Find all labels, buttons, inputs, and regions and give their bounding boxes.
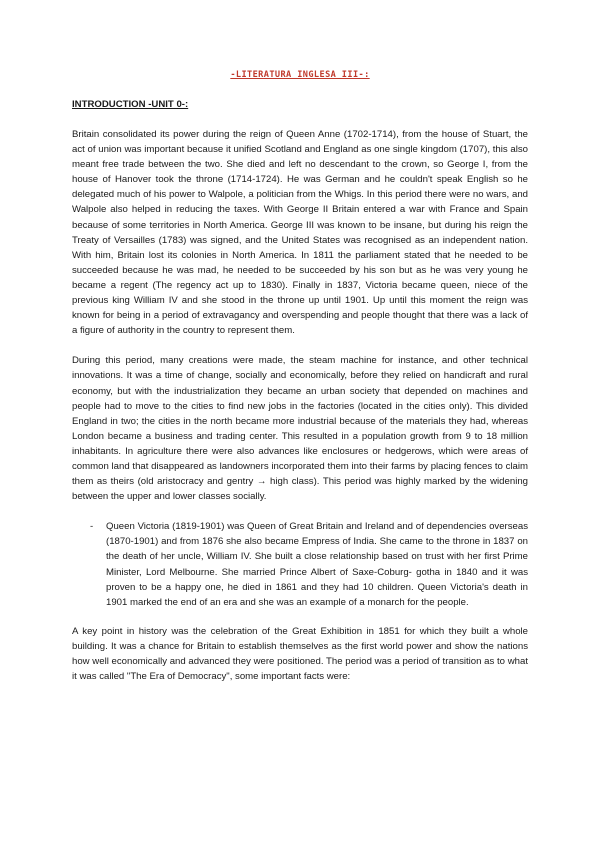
document-page: [72, 70, 528, 699]
bullet-marker: -: [90, 521, 94, 533]
bullet-list: [72, 519, 528, 610]
bullet-text: Queen Victoria (1819-1901) was Queen of Great Britain and Ireland and of dependencies overseas (1870-1901) and from 1876 she also became Empress of India. She came to the throne in 1837 on the death of her uncle, William IV. She built a close relationship based on trust with her first Prime Minister, Lord Melbourne. She married Prince Albert of Saxe-Coburg- gotha in 1840 and it was proven to be a happy one, he died in 1861 and they had 10 children. Queen Victoria's death in 1901 marked the end of an era and she was an example of a monarch for the people.: [106, 521, 528, 608]
paragraph-history: Britain consolidated its power during the reign of Queen Anne (1702-1714), from the house of Stuart, the act of union was important because it unified Scotland and England as one single kingdom (1707), this also meant free trade between the two. She died and left no descendant to the crown, so George I, from the house of Hanover took the throne (1714-1724). He was German and he couldn't speak English so he delegated much of his power to Walpole, a politician from the Whigs. In this period there were no wars, and Walpole also helped in reducing the taxes. With George II Britain entered a war with France and Spain because of some territories in North America. George III was known to be insane, but during his reign the Treaty of Versailles (1783) was signed, and the United States was recognised as an independent nation. With him, Britain lost its colonies in North America. In 1811 the parliament stated that he needed to be succeeded because he was mad, he needed to be succeeded by his son but as he was very young he became a regent (The regency act up to 1830). Finally in 1837, Victoria became queen, niece of the previous king William IV and she stood in the throne up until 1901. Up until this moment the reign was known for being in a period of extravagancy and overspending and people thought that there was a lack of a figure of authority in the country to represent them.: [72, 129, 528, 337]
paragraph-industrialization: During this period, many creations were made, the steam machine for instance, and other technical innovations. It was a time of change, socially and economically, before they relied on handicraft and rural economy, but with the industrialization they became an urban society that depended on machines and people had to move to the cities to find new jobs in the factories (located in the cities only). This divided England in two; the cities in the north became more industrial because of the materials they had, whereas London became a business and trading center. This resulted in a population growth from 9 to 18 million inhabitants. In agriculture there were also advances like enclosures or hedgerows, which were areas of common land that disappeared as landowners incorporated them into their farms by placing fences to claim them as theirs (old aristocracy and gentry → high class). This period was highly marked by the widening between the upper and lower classes socially.: [72, 355, 528, 503]
section-heading: INTRODUCTION -UNIT 0-:: [72, 99, 189, 110]
document-title: -LITERATURA INGLESA III-:: [230, 70, 370, 80]
paragraph-great-exhibition: A key point in history was the celebration of the Great Exhibition in 1851 for which they built a whole building. It was a chance for Britain to establish themselves as the first world power and show the nations how well economically and advanced they were positioned. The period was a period of transition as to what it was called "The Era of Democracy", some important facts were:: [72, 625, 528, 683]
list-item: [72, 519, 528, 610]
